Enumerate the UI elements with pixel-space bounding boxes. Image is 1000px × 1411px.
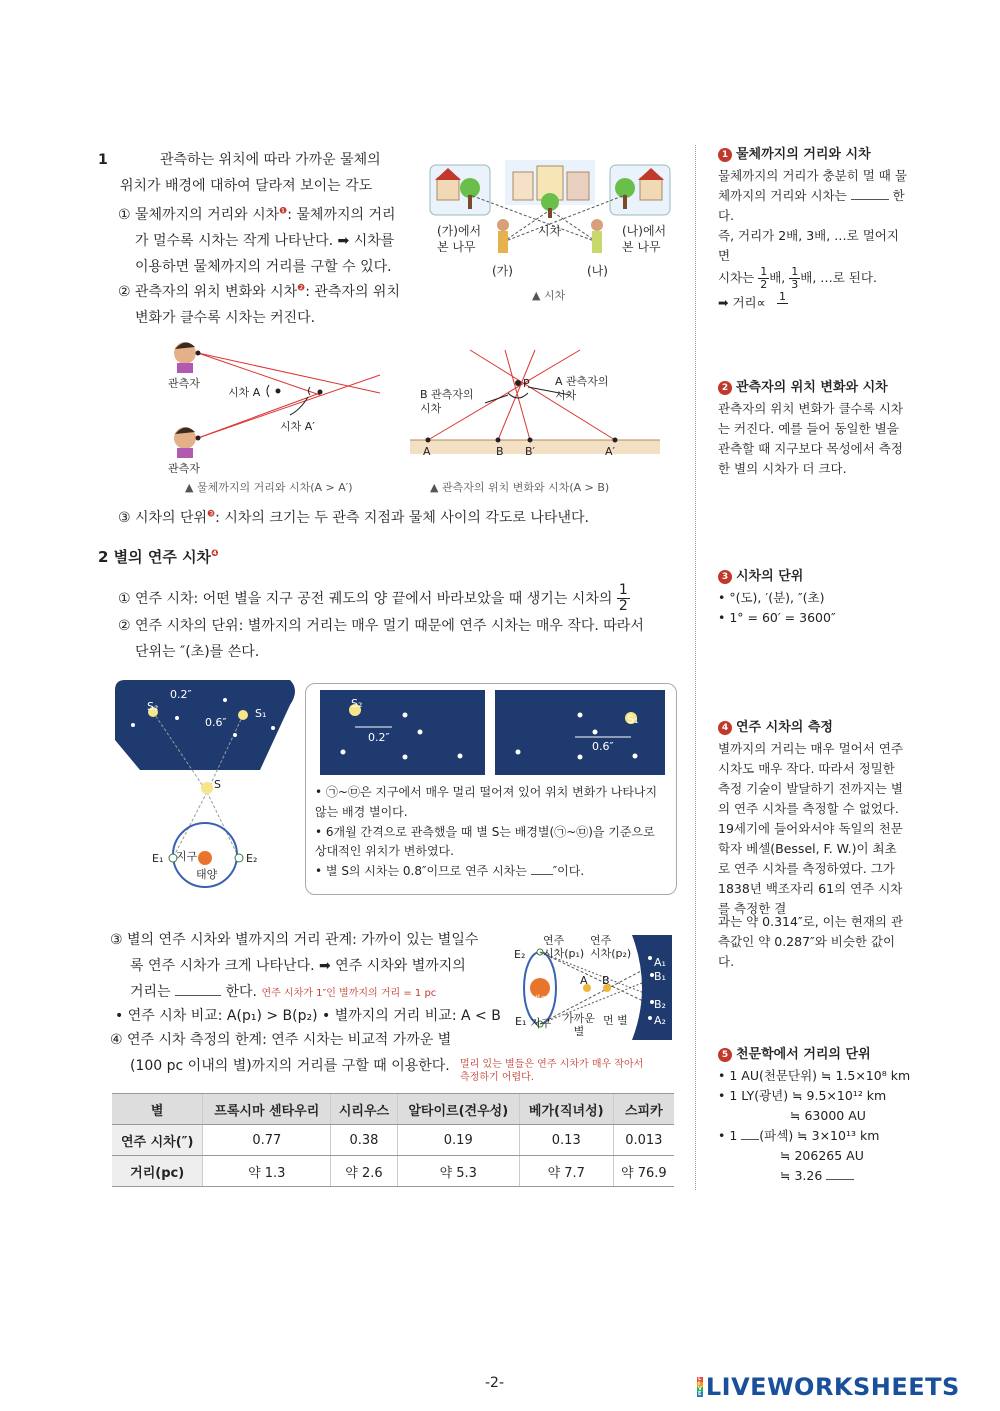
section-1-item2 [118,282,418,304]
item2-1-text: ① 연주 시차: 어떤 별을 지구 공전 궤도의 양 끝에서 바라보았을 때 생기는 시차의 [118,590,613,607]
table-cell: 약 7.7 [519,1156,613,1187]
sidenote-3 [718,567,908,628]
item3-body: : 시차의 크기는 두 관측 지점과 물체 사이의 각도로 나타낸다. [215,510,589,526]
section-2-title-text: 2 별의 연주 시차 [98,548,212,566]
fig2-earth-label: 지구 [530,1017,552,1030]
item3-title: ③ 시차의 단위 [118,510,208,526]
table-header-cell: 스피카 [613,1094,674,1125]
table-header-cell: 알타이르(견우성) [397,1094,519,1125]
item3c-text: 거리는 [130,984,171,1000]
fig-bullet-3: • 별 S의 시차는 0.8″이므로 연주 시차는 ″이다. [315,864,585,879]
table-header-cell: 시리우스 [331,1094,397,1125]
section-1-number: 1 [98,152,108,168]
fig-top-left-label: (가)에서 본 나무 [437,224,482,254]
sidebar-divider [695,145,696,1190]
liveworksheets-logo[interactable] [697,1373,960,1401]
sidenote-1-line2b: 한다. [718,187,905,223]
parallax-a-prime-label: 시차 A′ [280,420,315,433]
sidenote-1-header [718,145,908,166]
half-fraction [617,583,630,615]
fig-s-label: S [214,778,221,791]
section-2-item4b: (100 pc 이내의 별)까지의 거리를 구할 때 이용한다. [130,1058,450,1074]
sidenote-1-line2 [718,186,908,226]
table-cell: 약 1.3 [203,1156,331,1187]
table-cell: 0.38 [331,1125,397,1156]
page-number: -2- [485,1375,505,1391]
fig-left-caption: ▲ 물체까지의 거리와 시차(A > A′) [185,481,353,494]
sidenote-1-badge: 1 [718,148,732,162]
panel1-d1-label: 0.2″ [368,731,390,744]
fig-bullet-3-text: 별 S의 시차는 0.8″이므로 연주 시차는 [325,864,527,879]
fig-bullet-1-text: ㉠~㉤은 지구에서 매우 멀리 떨어져 있어 위치 변화가 나타나지 않는 배경 별이다. [315,785,658,819]
panel1-s2-label: S₂ [351,697,363,710]
sidenote-5-line5: ≒ 206265 AU [780,1147,864,1163]
fig-top-caption: ▲ 시차 [532,289,566,302]
sidenote-1-line4c: 배, …로 된다. [800,269,877,285]
fig-s2-label: S₂ [147,700,159,713]
sidenote-1-blank[interactable] [851,187,889,200]
note-ref-1: ❶ [279,206,288,217]
fig-bullets [315,783,670,882]
frac1-num: 1 [760,264,768,278]
sidenote-4-body: 별까지의 거리는 매우 멀어서 연주 시차도 매우 작다. 따라서 정밀한 측정 기술이 발달하기 전까지는 별의 연주 시차를 측정할 수 없었다. 19세기에 들어와서야 독일의 천문학자 베셀(Bessel, F. W.)이 최초로 연주 시차를 측정하였다. 그가 1838년 백조자리 61의 연주 시차를 측정한 결 [718,740,903,916]
fig-bullet-1: • ㉠~㉤은 지구에서 매우 멀리 떨어져 있어 위치 변화가 나타나지 않는 배경 별이다. [315,785,658,819]
sidenote-5-line4a: • 1 [718,1127,738,1143]
parsec-unit-blank[interactable] [741,1127,759,1140]
panel2-d2-label: 0.6″ [592,740,614,753]
fig-bullet-3-end: ″이다. [552,864,585,879]
item2-body-a: : 관측자의 위치 [305,284,400,300]
table-row-header: 연주 시차(″) [112,1125,203,1156]
sidenote-2-title: 관측자의 위치 변화와 시차 [736,380,888,395]
fig-right-caption: ▲ 관측자의 위치 변화와 시차(A > B) [430,481,610,494]
table-cell: 0.77 [203,1125,331,1156]
ly-unit-blank[interactable] [826,1167,854,1180]
table-cell: 0.19 [397,1125,519,1156]
sidenote-1-line4 [718,266,908,291]
section-2-item3b: 록 연주 시차가 크게 나타난다. ➡ 연주 시차와 별까지의 [130,958,466,974]
fig-d2-label: 0.6″ [205,716,227,729]
sidenote-1-fraction-blank[interactable] [770,304,796,316]
half-num: 1 [618,582,628,598]
sidenote-5-line6 [718,1166,918,1186]
point-a-label: A [423,445,431,458]
frac3-num: 1 [779,289,787,303]
fig-top-right-label: (나)에서 본 나무 [622,224,667,254]
table-header-row [112,1094,674,1125]
fig2-b-label: B [602,974,610,987]
sidenote-1-line4b: 배, [769,269,786,285]
section-2-item2b: 단위는 ″(초)를 쓴다. [135,644,260,660]
fig-bullet-2-text: 6개월 간격으로 관측했을 때 별 S는 배경별(㉠~㉤)을 기준으로 상대적인 위치가 변하였다. [315,824,655,859]
sidenote-5-line4b: (파섹) ≒ 3×10¹³ km [759,1127,880,1143]
fig-s1-label: S₁ [255,707,267,720]
sidenote-5-title: 천문학에서 거리의 단위 [736,1047,871,1062]
fig2-a1-label: A₁ [654,956,666,969]
p1-label: 연주 시차(p₁) [543,934,585,961]
fig-e1-label: E₁ [152,852,164,865]
point-a-prime-label: A′ [605,445,616,458]
table-cell: 0.13 [519,1125,613,1156]
sidenote-5-line3: ≒ 63000 AU [790,1107,866,1123]
near-star-label: 가까운 별 [563,1012,595,1039]
sidenote-2-body: 관측자의 위치 변화가 클수록 시차는 커진다. 예를 들어 동일한 별을 관측할 때 지구보다 목성에서 측정한 별의 시차가 더 크다. [718,400,903,476]
fig2-a2-label: A₂ [654,1014,666,1027]
section-2-item2a: ② 연주 시차의 단위: 별까지의 거리는 매우 멀기 때문에 연주 시차는 매우 작다. 따라서 [118,618,644,634]
parallax-compare: • 연주 시차 비교: A(p₁) > B(p₂) • 별까지의 거리 비교: A < B [115,1008,501,1024]
fig2-b2-label: B₂ [654,998,666,1011]
panel2-s1-label: S₁ [627,713,639,726]
section-1-item1 [118,205,418,227]
sidenote-2 [718,378,908,479]
fig-top-ga-label: (가) [492,264,513,278]
sidenote-4-badge: 4 [718,721,732,735]
fig-earth-label: 지구 [176,850,198,863]
sidenote-1-line2a: 체까지의 거리와 시차는 [718,187,847,203]
fraction-half [758,266,769,291]
fig-e2-label: E₂ [246,852,258,865]
note-ref-2: ❷ [297,283,306,294]
fig2-b1-label: B₁ [654,970,666,983]
point-p-label: P [523,377,530,390]
parallax-a-label: 시차 A [228,386,261,399]
sidenote-3-line1: • °(도), ′(분), ″(초) [718,589,825,605]
table-row-header: 거리(pc) [112,1156,203,1187]
sidenote-5-header [718,1045,918,1066]
table-header-cell: 베가(직녀성) [519,1094,613,1125]
sidenote-2-badge: 2 [718,381,732,395]
relation-answer-blank[interactable] [175,983,221,996]
sidenote-4-continued: 과는 약 0.314″로, 이는 현재의 관측값인 약 0.287″와 비슷한 값이다. [718,914,904,969]
item3d-text: 한다. [225,984,257,1000]
sidenote-3-title: 시차의 단위 [736,569,804,584]
sidenote-1 [718,145,908,316]
table-row [112,1156,674,1187]
observer-bottom-label: 관측자 [168,462,200,475]
fig2-e1-label: E₁ [515,1015,527,1028]
sidenote-1-line3: 즉, 거리가 2배, 3배, …로 멀어지면 [718,227,899,263]
section-2-item4a: ④ 연주 시차 측정의 한계: 연주 시차는 비교적 가까운 별 [110,1032,452,1048]
fig-sun-label: 태양 [196,868,218,881]
frac2-num: 1 [791,264,799,278]
fraction-third [789,266,800,291]
section-1-def-line2: 위치가 배경에 대하여 달라져 보이는 각도 [120,178,373,194]
logo-mark-icon: L I V E [698,1376,702,1397]
item1-title: ① 물체까지의 거리와 시차 [118,207,280,223]
fig-top-na-label: (나) [587,264,608,278]
note-ref-3: ❸ [207,509,216,520]
sidenote-4-header [718,718,908,739]
fig2-a-label: A [580,974,588,987]
sidenote-1-title: 물체까지의 거리와 시차 [736,147,871,162]
item2-body-b: 변화가 클수록 시차는 커진다. [135,310,316,326]
table-cell: 약 2.6 [331,1156,397,1187]
sidenote-4 [718,718,908,919]
fig2-e2-label: E₂ [514,948,526,961]
fraction-distance [770,291,796,316]
sidenote-5-line1: • 1 AU(천문단위) ≒ 1.5×10⁸ km [718,1067,911,1083]
section-2-title [98,546,219,569]
sidenote-4-title: 연주 시차의 측정 [736,720,833,735]
observer-top-label: 관측자 [168,377,200,390]
sidenote-1-line5a: ➡ 거리∝ [718,295,766,311]
table-row [112,1125,674,1156]
fig-top-center-label: 시차 [538,224,562,238]
distance-parallax-diagram [165,335,390,475]
half-den: 2 [618,598,628,615]
sidenote-5-badge: 5 [718,1048,732,1062]
observer-b-label: B 관측자의 시차 [420,388,474,416]
item1-body-a: : 물체까지의 거리 [287,207,396,223]
point-b-label: B [496,445,504,458]
section-1-def-line1: 관측하는 위치에 따라 가까운 물체의 [160,152,381,168]
far-star-note: 멀리 있는 별들은 연주 시차가 매우 작아서 측정하기 어렵다. [460,1059,644,1083]
sidenote-1-line5 [718,291,908,316]
star-parallax-table [112,1093,674,1187]
section-2-item3c [130,982,436,1004]
point-b-prime-label: B′ [525,445,536,458]
sidenote-2-header [718,378,908,399]
sidenote-5-line6-text: ≒ 3.26 [780,1167,823,1183]
note-ref-4: ❹ [211,549,219,559]
pc-definition-note: 연주 시차가 1″인 별까지의 거리 = 1 pc [261,988,437,999]
table-header-cell: 별 [112,1094,203,1125]
fig-d1-label: 0.2″ [170,688,192,701]
frac1-den: 2 [760,277,768,291]
section-2-item1 [118,583,630,615]
fig-bullet-2: • 6개월 간격으로 관측했을 때 별 S는 배경별(㉠~㉤)을 기준으로 상대적인 위치가 변하였다. [315,824,655,859]
item1-body-c: 이용하면 물체까지의 거리를 구할 수 있다. [135,259,392,275]
sidenote-1-line4a: 시차는 [718,269,755,285]
p2-label: 연주 시차(p₂) [590,934,632,961]
section-1-item3 [118,508,589,530]
sidenote-5 [718,1045,918,1186]
sidenote-5-line2: • 1 LY(광년) ≒ 9.5×10¹² km [718,1087,887,1103]
observer-a-label: A 관측자의 시차 [555,375,609,403]
item2-title: ② 관측자의 위치 변화와 시차 [118,284,298,300]
fig2-sun-label: 태양 [530,994,552,1007]
sidenote-3-line2: • 1° = 60′ = 3600″ [718,609,836,625]
table-cell: 0.013 [613,1125,674,1156]
sidenote-3-badge: 3 [718,570,732,584]
logo-text: LIVEWORKSHEETS [705,1373,960,1401]
frac2-den: 3 [791,277,799,291]
table-cell: 약 76.9 [613,1156,674,1187]
far-star-label: 먼 별 [603,1014,628,1027]
annual-parallax-answer-blank[interactable] [531,862,553,875]
table-header-cell: 프록시마 센타우리 [203,1094,331,1125]
table-cell: 약 5.3 [397,1156,519,1187]
item1-body-b: 가 멀수록 시차는 작게 나타난다. ➡ 시차를 [135,233,395,249]
section-2-item3a: ③ 별의 연주 시차와 별까지의 거리 관계: 가까이 있는 별일수 [110,932,479,948]
sidenote-1-line1: 물체까지의 거리가 충분히 멀 때 물 [718,167,907,183]
sidenote-5-line4 [718,1126,918,1146]
sidenote-3-header [718,567,908,588]
